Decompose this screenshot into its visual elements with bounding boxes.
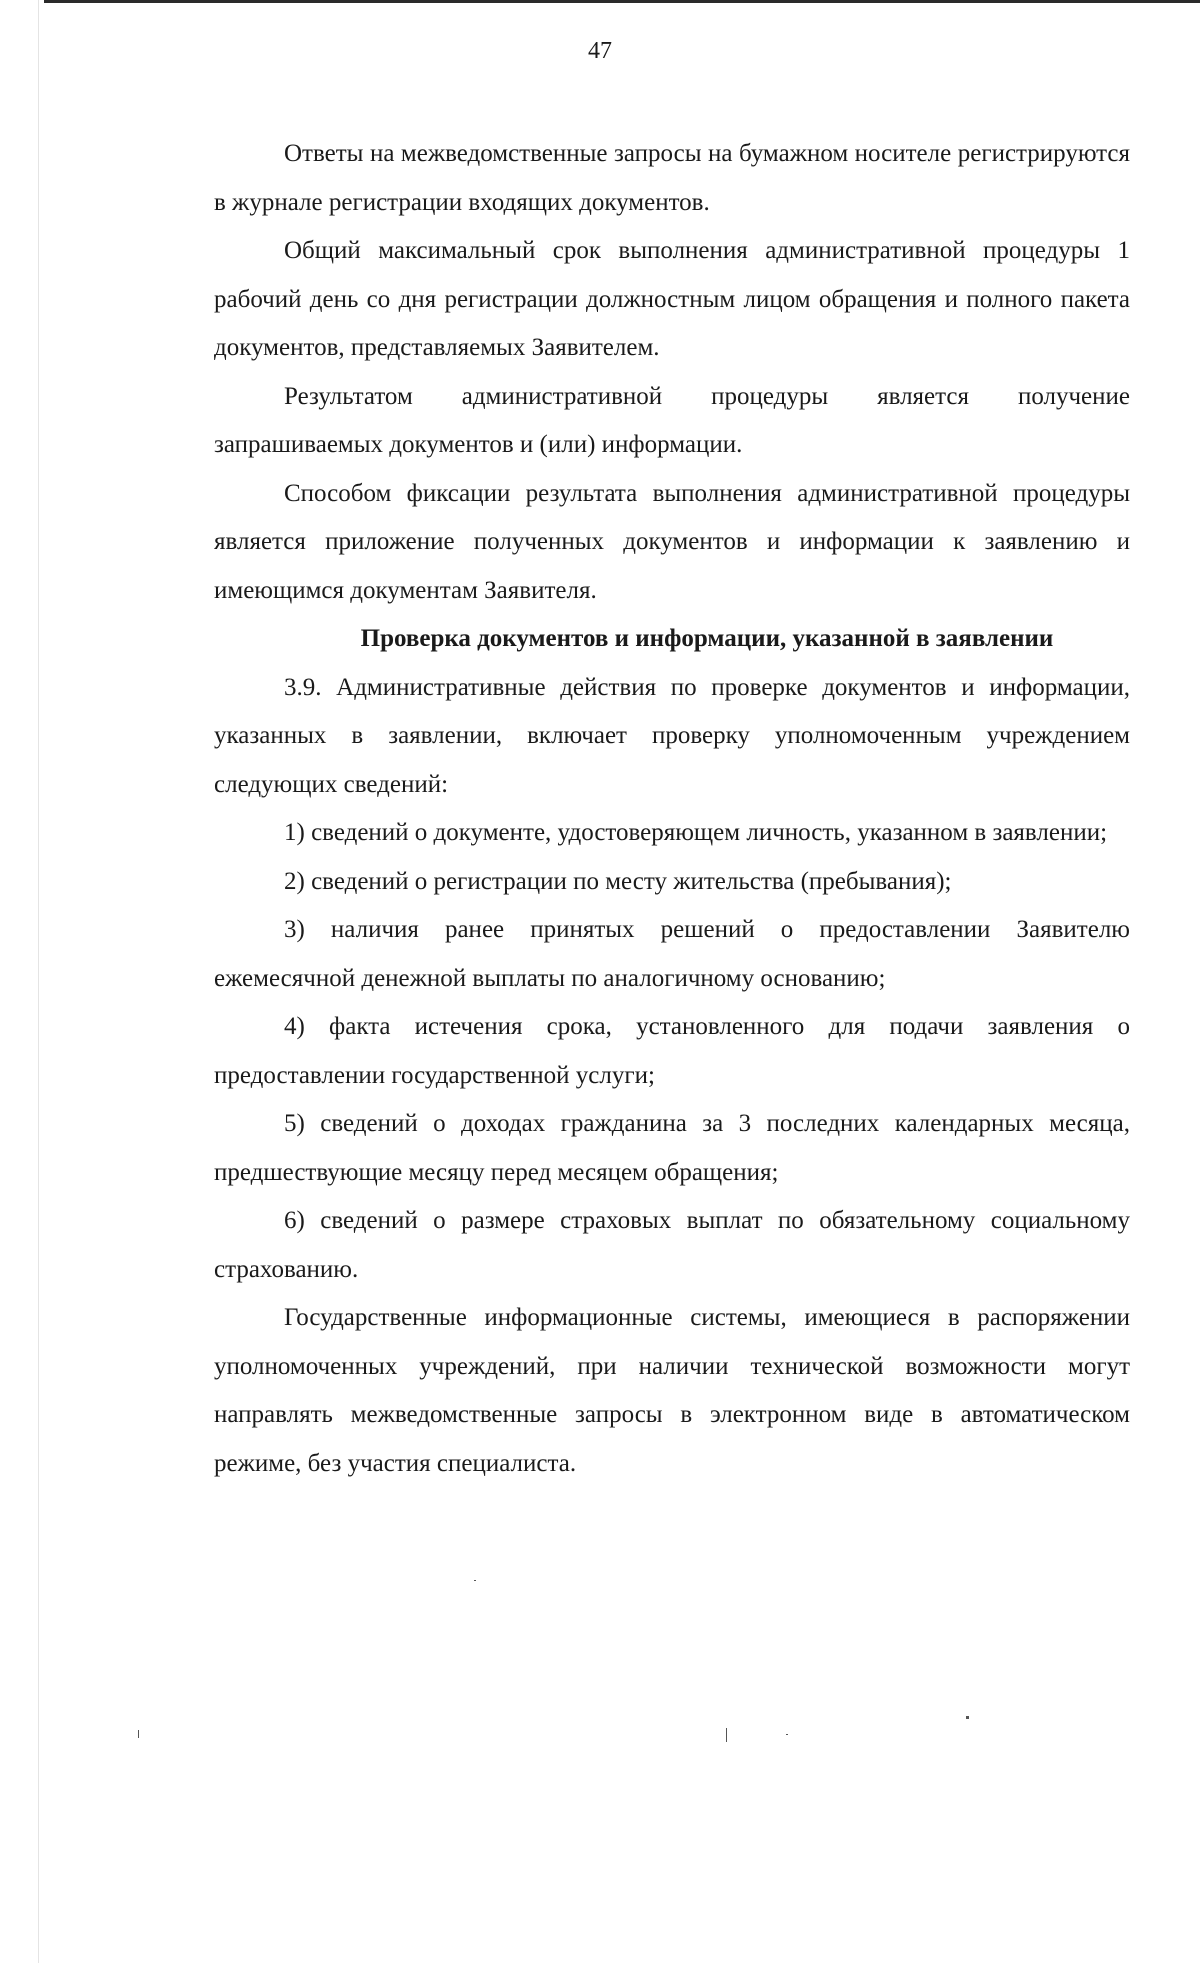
scan-speck <box>474 1580 476 1581</box>
section-heading: Проверка документов и информации, указанной в заявлении <box>360 625 1054 652</box>
list-item-1: 1) сведений о документе, удостоверяющем личность, указанном в заявлении; <box>284 819 1108 846</box>
paragraph-paper-responses: Ответы на межведомственные запросы на бумажном носителе регистрируются в журнале регистрации входящих документов. <box>214 140 1130 216</box>
scan-speck <box>138 1730 139 1738</box>
paragraph-max-term: Общий максимальный срок выполнения административной процедуры 1 рабочий день со дня регистрации должностным лицом обращения и полного пакета документов, представляемых Заявителем. <box>214 237 1130 361</box>
left-scan-edge <box>38 0 39 1963</box>
list-item-3: 3) наличия ранее принятых решений о предоставлении Заявителю ежемесячной денежной выплаты по аналогичному основанию; <box>214 916 1130 992</box>
scan-speck <box>786 1734 788 1735</box>
list-item-5: 5) сведений о доходах гражданина за 3 последних календарных месяца, предшествующие месяцу перед месяцем обращения; <box>214 1110 1130 1186</box>
paragraph-information-systems: Государственные информационные системы, имеющиеся в распоряжении уполномоченных учреждений, при наличии технической возможности могут направлять межведомственные запросы в электронном виде в автоматическом режиме, без участия специалиста. <box>214 1304 1130 1477</box>
page-number: 47 <box>588 38 612 64</box>
top-border-line <box>44 0 1200 3</box>
document-body <box>214 130 1130 1488</box>
list-item-2: 2) сведений о регистрации по месту жительства (пребывания); <box>284 867 952 895</box>
paragraph-3-9-intro: 3.9. Административные действия по проверке документов и информации, указанных в заявлении, включает проверку уполномоченным учреждением следующих сведений: <box>214 673 1130 798</box>
scan-speck <box>966 1716 969 1719</box>
list-item-6: 6) сведений о размере страховых выплат по обязательному социальному страхованию. <box>214 1207 1130 1283</box>
paragraph-procedure-result: Результатом административной процедуры является получение запрашиваемых документов и (или) информации. <box>214 382 1130 458</box>
list-item-4: 4) факта истечения срока, установленного для подачи заявления о предоставлении государственной услуги; <box>214 1013 1130 1089</box>
paragraph-fixation-method: Способом фиксации результата выполнения административной процедуры является приложение полученных документов и информации к заявлению и имеющимся документам Заявителя. <box>214 479 1130 604</box>
scan-speck <box>726 1728 727 1742</box>
